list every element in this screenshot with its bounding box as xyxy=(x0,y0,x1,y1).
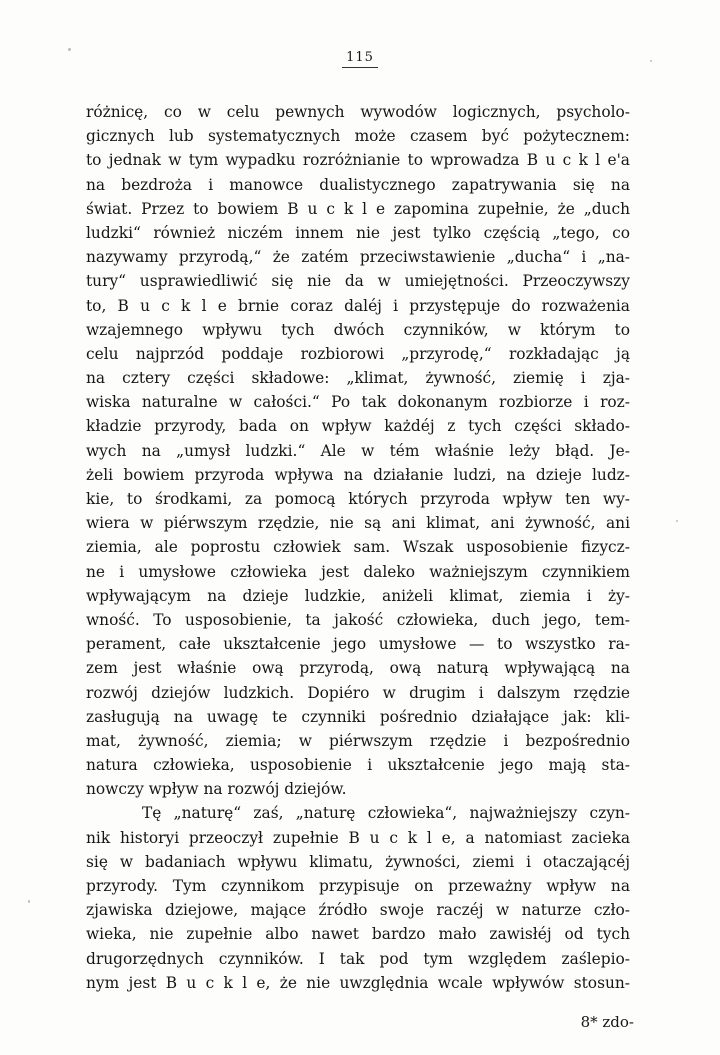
text-line: wzajemnego wpływu tych dwóch czynników, w którym to xyxy=(86,320,630,339)
text-line: nazywamy przyrodą,“ że zatém przeciwstawienie „ducha“ i „na- xyxy=(86,248,630,267)
text-line: tury“ usprawiedliwić się nie da w umiejętności. Przeoczywszy xyxy=(86,272,630,291)
text-line: świat. Przez to bowiem B u c k l e zapomina zupełnie, że „duch xyxy=(86,199,630,218)
body-text xyxy=(86,100,630,995)
text-line: wpływającym na dzieje ludzkie, aniżeli klimat, ziemia i ży- xyxy=(86,586,630,605)
text-line: nik historyi przeoczył zupełnie B u c k l e, a natomiast zacieka xyxy=(86,828,630,847)
text-line: wieka, nie zupełnie albo nawet bardzo mało zawisłéj od tych xyxy=(86,925,630,944)
paper-speck xyxy=(28,900,30,903)
text-line: na cztery części składowe: „klimat, żywność, ziemię i zja- xyxy=(86,369,630,388)
text-line: nym jest B u c k l e, że nie uwzględnia wcale wpływów stosun- xyxy=(86,973,630,992)
text-line: Tę „naturę“ zaś, „naturę człowieka“, najważniejszy czyn- xyxy=(142,804,630,823)
page-number-text: 115 xyxy=(342,50,378,68)
text-line: gicznych lub systematycznych może czasem być pożytecznem: xyxy=(86,127,630,146)
text-line: to jednak w tym wypadku rozróżnianie to wprowadza B u c k l e'a xyxy=(86,151,630,170)
text-line: nowczy wpływ na rozwój dziejów. xyxy=(86,780,347,799)
text-line: ne i umysłowe człowieka jest daleko ważniejszym czynnikiem xyxy=(86,562,630,581)
text-line: mat, żywność, ziemia; w piérwszym rzędzie i bezpośrednio xyxy=(86,731,630,750)
text-line: na bezdroża i manowce dualistycznego zapatrywania się na xyxy=(86,175,630,194)
text-line: ziemia, ale poprostu człowiek sam. Wszak usposobienie fizycz- xyxy=(86,538,630,557)
catchword: 8* zdo- xyxy=(580,1013,634,1031)
text-line: zem jest właśnie ową przyrodą, ową naturą wpływającą na xyxy=(86,659,630,678)
text-line: żeli bowiem przyroda wpływa na działanie ludzi, na dzieje ludz- xyxy=(86,465,630,484)
text-line: wych na „umysł ludzki.“ Ale w tém właśnie leży błąd. Je- xyxy=(86,441,630,460)
text-line: drugorzędnych czynników. I tak pod tym względem zaślepio- xyxy=(86,949,630,968)
text-line: zasługują na uwagę te czynniki pośrednio działające jak: kli- xyxy=(86,707,630,726)
text-line: wiska naturalne w całości.“ Po tak dokonanym rozbiorze i roz- xyxy=(86,393,630,412)
text-line: natura człowieka, usposobienie i ukształcenie jego mają sta- xyxy=(86,756,630,775)
text-line: rozwój dziejów ludzkich. Dopiéro w drugim i dalszym rzędzie xyxy=(86,683,630,702)
page-number xyxy=(0,50,720,68)
text-line: różnicę, co w celu pewnych wywodów logicznych, psycholo- xyxy=(86,103,630,121)
text-line: kie, to środkami, za pomocą których przyroda wpływ ten wy- xyxy=(86,490,630,508)
text-line: się w badaniach wpływu klimatu, żywności, ziemi i otaczającéj xyxy=(86,852,630,871)
text-line: zjawiska dziejowe, mające źródło swoje raczéj w naturze czło- xyxy=(86,901,630,920)
paper-speck xyxy=(676,520,678,522)
text-line: wiera w piérwszym rzędzie, nie są ani klimat, ani żywność, ani xyxy=(86,514,630,533)
text-line: to, B u c k l e brnie coraz daléj i przystępuje do rozważenia xyxy=(86,296,630,315)
text-line: wność. To usposobienie, ta jakość człowieka, duch jego, tem- xyxy=(86,610,630,629)
text-line: perament, całe ukształcenie jego umysłowe — to wszystko ra- xyxy=(86,635,630,654)
text-line: przyrody. Tym czynnikom przypisuje on przeważny wpływ na xyxy=(86,877,630,895)
text-line: kładzie przyrody, bada on wpływ każdéj z tych części składo- xyxy=(86,417,630,436)
text-line: celu najprzód poddaje rozbiorowi „przyrodę,“ rozkładając ją xyxy=(86,344,630,363)
text-line: ludzki“ również niczém innem nie jest tylko częścią „tego, co xyxy=(86,223,630,242)
